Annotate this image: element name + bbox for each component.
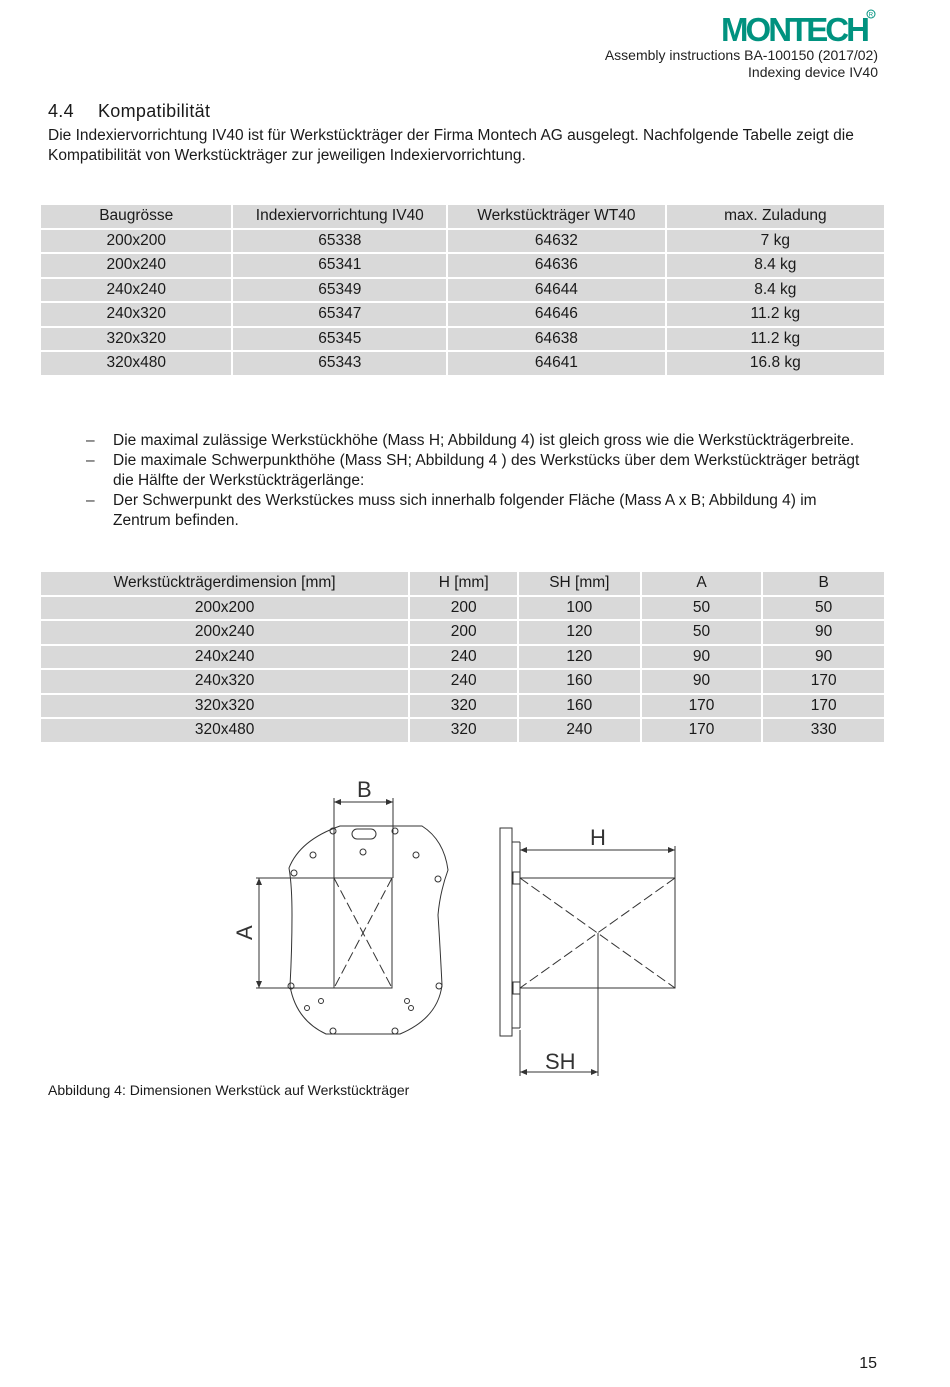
table-row — [40, 253, 885, 278]
table-row — [40, 620, 885, 645]
table-cell: 170 — [762, 669, 885, 694]
dimension-label-b: B — [357, 777, 372, 802]
table-cell: 64638 — [447, 327, 666, 352]
dash-bullet-icon: – — [86, 432, 95, 449]
table-header-row — [40, 571, 885, 596]
table-row — [40, 278, 885, 303]
column-header: SH [mm] — [518, 571, 641, 596]
table-cell: 90 — [762, 645, 885, 670]
requirements-list — [86, 431, 876, 531]
table-row — [40, 327, 885, 352]
table-cell: 64644 — [447, 278, 666, 303]
table-cell: 240 — [518, 718, 641, 743]
table-cell: 90 — [762, 620, 885, 645]
document-header — [605, 47, 878, 81]
list-item-text: Die maximale Schwerpunkthöhe (Mass SH; Abbildung 4 ) des Werkstücks über dem Werkstückträger beträgt die Hälfte der Werkstückträgerlänge: — [113, 452, 860, 489]
column-header: Werkstückträger WT40 — [447, 204, 666, 229]
table-cell: 240 — [409, 645, 518, 670]
list-item-text: Der Schwerpunkt des Werkstückes muss sich innerhalb folgender Fläche (Mass A x B; Abbildung 4) im Zentrum befinden. — [113, 492, 817, 529]
table-row — [40, 718, 885, 743]
dimension-label-a: A — [232, 925, 257, 940]
table-cell: 320x320 — [40, 327, 232, 352]
table-cell: 240x240 — [40, 645, 409, 670]
table-cell: 65349 — [232, 278, 447, 303]
section-title: Kompatibilität — [98, 101, 211, 121]
table-cell: 160 — [518, 694, 641, 719]
table-cell: 320 — [409, 718, 518, 743]
table-cell: 240 — [409, 669, 518, 694]
table-cell: 200x240 — [40, 253, 232, 278]
table-cell: 160 — [518, 669, 641, 694]
table-row — [40, 302, 885, 327]
montech-logo — [719, 8, 879, 44]
table-cell: 200x240 — [40, 620, 409, 645]
table-cell: 170 — [641, 718, 763, 743]
list-item — [86, 491, 876, 531]
table-cell: 90 — [641, 645, 763, 670]
table-header-row — [40, 204, 885, 229]
table-cell: 65341 — [232, 253, 447, 278]
table-cell: 90 — [641, 669, 763, 694]
table-row — [40, 229, 885, 254]
table-row — [40, 596, 885, 621]
column-header: Indexiervorrichtung IV40 — [232, 204, 447, 229]
list-item — [86, 451, 876, 491]
table-cell: 320 — [409, 694, 518, 719]
table-row — [40, 694, 885, 719]
page-number: 15 — [859, 1355, 877, 1372]
table-cell: 240x320 — [40, 302, 232, 327]
dimension-label-h: H — [590, 825, 606, 850]
dash-bullet-icon: – — [86, 492, 95, 509]
dimension-label-sh: SH — [545, 1049, 576, 1074]
table-cell: 65345 — [232, 327, 447, 352]
column-header: H [mm] — [409, 571, 518, 596]
carrier-side-view — [500, 828, 512, 1036]
table-cell: 200x200 — [40, 229, 232, 254]
table-cell: 120 — [518, 620, 641, 645]
table-cell: 16.8 kg — [666, 351, 885, 376]
section-number: 4.4 — [48, 101, 74, 121]
table-cell: 50 — [762, 596, 885, 621]
dimensions-table — [39, 570, 886, 744]
list-item — [86, 431, 876, 451]
figure-caption: Abbildung 4: Dimensionen Werkstück auf Werkstückträger — [48, 1082, 410, 1098]
table-row — [40, 645, 885, 670]
table-cell: 65347 — [232, 302, 447, 327]
compatibility-table — [39, 203, 886, 377]
table-cell: 200 — [409, 620, 518, 645]
column-header: Baugrösse — [40, 204, 232, 229]
table-cell: 200 — [409, 596, 518, 621]
column-header: Werkstückträgerdimension [mm] — [40, 571, 409, 596]
column-header: A — [641, 571, 763, 596]
column-header: B — [762, 571, 885, 596]
table-cell: 11.2 kg — [666, 327, 885, 352]
table-cell: 8.4 kg — [666, 253, 885, 278]
table-row — [40, 351, 885, 376]
table-cell: 240x320 — [40, 669, 409, 694]
table-cell: 120 — [518, 645, 641, 670]
section-heading — [48, 101, 210, 122]
table-cell: 64641 — [447, 351, 666, 376]
svg-text:MONTECH: MONTECH — [721, 11, 869, 44]
dash-bullet-icon: – — [86, 452, 95, 469]
column-header: max. Zuladung — [666, 204, 885, 229]
table-cell: 320x320 — [40, 694, 409, 719]
table-cell: 11.2 kg — [666, 302, 885, 327]
table-cell: 8.4 kg — [666, 278, 885, 303]
table-cell: 320x480 — [40, 351, 232, 376]
list-item-text: Die maximal zulässige Werkstückhöhe (Mass H; Abbildung 4) ist gleich gross wie die Werkstückträgerbreite. — [113, 432, 855, 449]
carrier-plate-outline — [289, 826, 448, 1034]
dimension-drawing — [225, 770, 685, 1080]
table-cell: 330 — [762, 718, 885, 743]
table-cell: 64632 — [447, 229, 666, 254]
table-cell: 100 — [518, 596, 641, 621]
table-cell: 50 — [641, 620, 763, 645]
table-cell: 170 — [762, 694, 885, 719]
table-cell: 240x240 — [40, 278, 232, 303]
header-line-1: Assembly instructions BA-100150 (2017/02) — [604, 47, 878, 63]
slot-hole — [352, 829, 376, 839]
table-cell: 64636 — [447, 253, 666, 278]
table-cell: 50 — [641, 596, 763, 621]
table-row — [40, 669, 885, 694]
intro-paragraph: Die Indexiervorrichtung IV40 ist für Werkstückträger der Firma Montech AG ausgelegt. Nachfolgende Tabelle zeigt die Kompatibilität von Werkstückträger zur jeweiligen Indexiervorrichtung. — [48, 127, 854, 164]
svg-text:R: R — [868, 12, 874, 19]
header-line-2: Indexing device IV40 — [748, 64, 878, 80]
table-cell: 200x200 — [40, 596, 409, 621]
table-cell: 65338 — [232, 229, 447, 254]
table-cell: 320x480 — [40, 718, 409, 743]
table-cell: 65343 — [232, 351, 447, 376]
table-cell: 7 kg — [666, 229, 885, 254]
table-cell: 170 — [641, 694, 763, 719]
table-cell: 64646 — [447, 302, 666, 327]
